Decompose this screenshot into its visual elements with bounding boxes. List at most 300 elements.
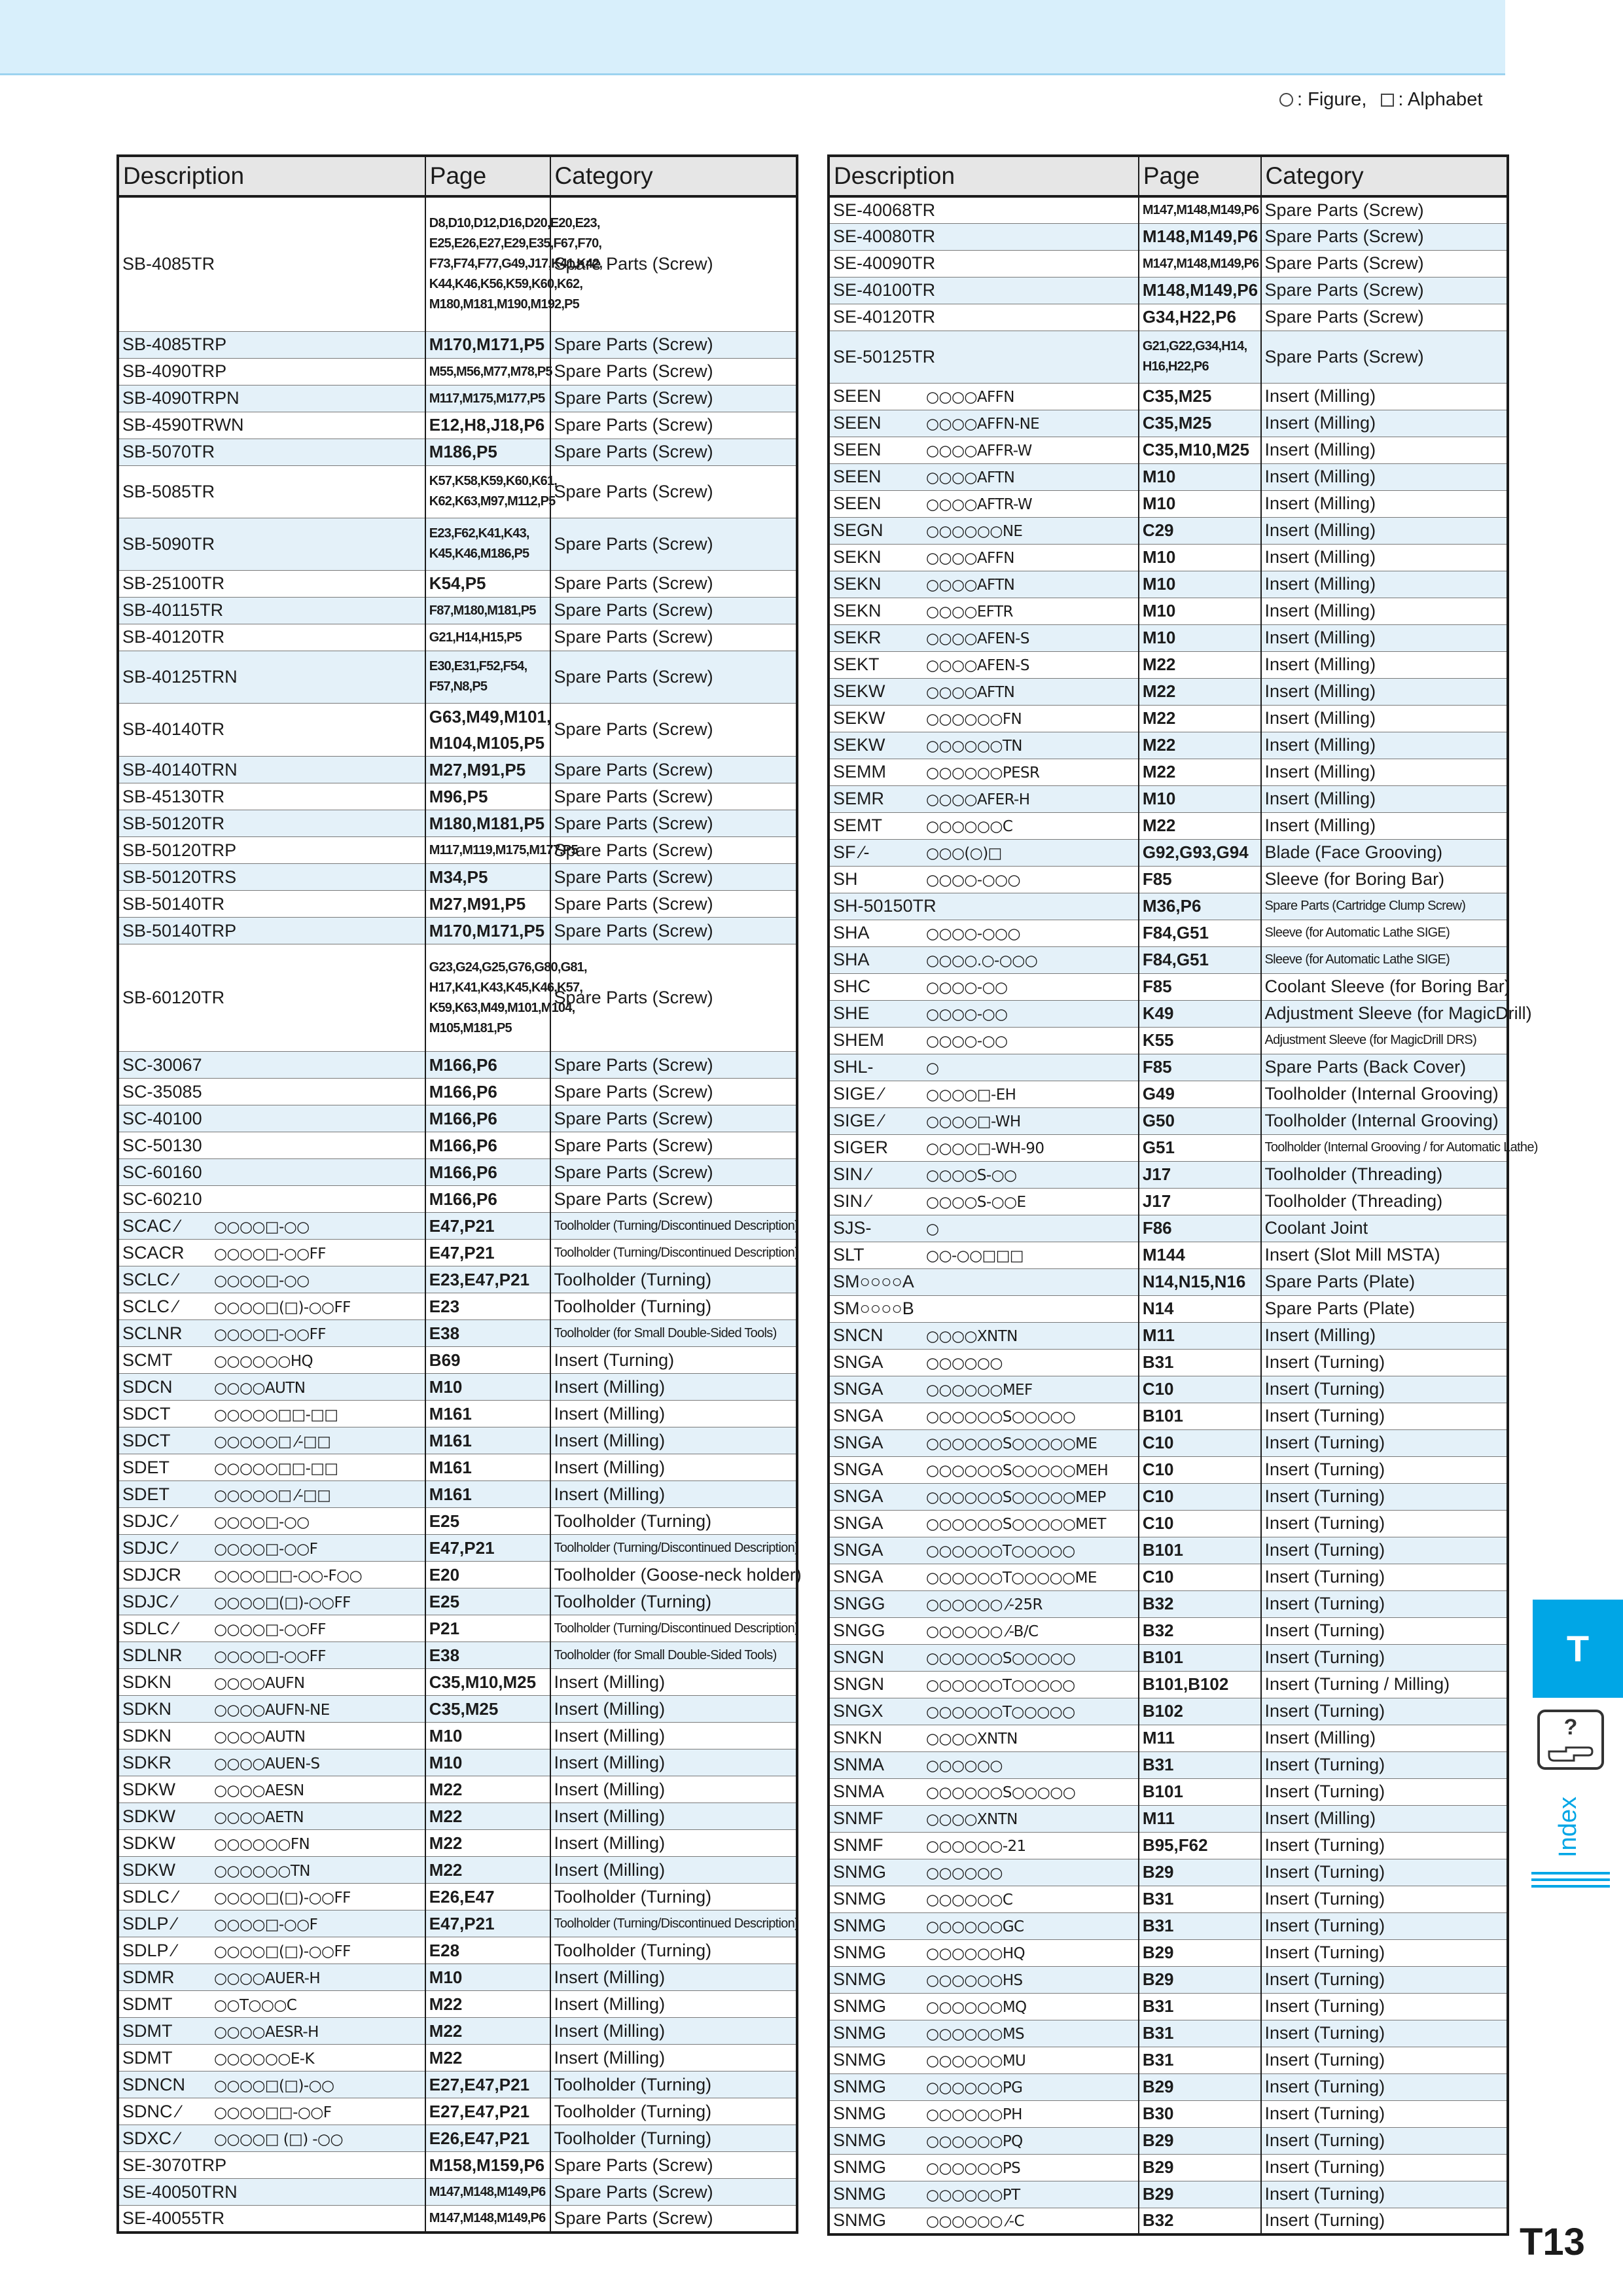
- description-prefix: SIN ⁄: [833, 1164, 871, 1184]
- description-code: ○○○○□(□)-○○FF: [214, 1943, 351, 1960]
- description-prefix: SEKN: [833, 601, 882, 620]
- description-cell: [118, 810, 425, 837]
- category-cell: Spare Parts (Screw): [1261, 331, 1508, 383]
- description-prefix: SDLP ⁄: [122, 1913, 177, 1933]
- description-code: ○○○○□-○○FF: [214, 1245, 326, 1263]
- description-prefix: SNMG: [833, 2184, 886, 2204]
- description-prefix: SNMG: [833, 1996, 886, 2016]
- description-code: ○○○○AFTR-W: [926, 496, 1033, 513]
- category-cell: Insert (Milling): [550, 1830, 797, 1857]
- description-prefix: SIGE ⁄: [833, 1084, 883, 1103]
- description-cell: [118, 1266, 425, 1293]
- description-code: ○○○○□-○○: [214, 1513, 310, 1531]
- category-cell: Insert (Turning): [1261, 2181, 1508, 2208]
- category-cell: Toolholder (Turning): [550, 1588, 797, 1615]
- table-row: [829, 1966, 1508, 1993]
- category-cell: Insert (Turning): [1261, 1510, 1508, 1537]
- category-cell: Insert (Turning): [1261, 1859, 1508, 1886]
- table-row: [829, 1725, 1508, 1751]
- table-row: [118, 2152, 797, 2179]
- description-prefix: SEEN: [833, 440, 882, 459]
- description-prefix: SC-60160: [122, 1162, 202, 1182]
- index-label: [1546, 1785, 1592, 1864]
- description-prefix: SNGA: [833, 1352, 883, 1372]
- page-cell: J17: [1139, 1188, 1261, 1215]
- page-cell: M161: [425, 1427, 550, 1454]
- description-prefix: SEKN: [833, 574, 882, 594]
- table-row: [118, 1052, 797, 1079]
- description-cell: [829, 812, 1139, 839]
- description-code: ○○○○AFFN-NE: [926, 416, 1040, 433]
- table-row: [118, 1213, 797, 1240]
- description-prefix: SNMG: [833, 1969, 886, 1989]
- description-prefix: SCACR: [122, 1242, 185, 1263]
- table-row: [829, 2181, 1508, 2208]
- page-cell: K49: [1139, 1000, 1261, 1027]
- description-prefix: SCLC ⁄: [122, 1296, 178, 1316]
- description-cell: [118, 358, 425, 385]
- description-cell: [829, 678, 1139, 705]
- page-cell: E47,P21: [425, 1213, 550, 1240]
- category-cell: Insert (Turning): [1261, 2208, 1508, 2234]
- description-prefix: SDXC ⁄: [122, 2128, 180, 2148]
- page-cell: B29: [1139, 2073, 1261, 2100]
- category-cell: Spare Parts (Screw): [550, 624, 797, 651]
- page-cell: B30: [1139, 2100, 1261, 2127]
- category-cell: Insert (Turning): [1261, 1751, 1508, 1778]
- page-cell: M148,M149,P6: [1139, 277, 1261, 304]
- description-cell: [829, 973, 1139, 1000]
- section-tab[interactable]: T: [1533, 1600, 1623, 1698]
- description-cell: [118, 864, 425, 891]
- description-code: ○○○○○○MS: [926, 2026, 1025, 2043]
- page-cell: B101: [1139, 1537, 1261, 1564]
- table-row: [829, 277, 1508, 304]
- description-cell: [829, 598, 1139, 624]
- page-cell: M10: [1139, 624, 1261, 651]
- description-code: ○○○○AFER-H: [926, 791, 1030, 808]
- description-cell: [118, 2045, 425, 2072]
- category-cell: Insert (Turning): [1261, 1456, 1508, 1483]
- description-cell: [118, 1132, 425, 1159]
- description-cell: [829, 410, 1139, 437]
- table-row: [829, 437, 1508, 463]
- description-code: ○○○○XNTN: [926, 1731, 1018, 1748]
- table-row: [829, 1188, 1508, 1215]
- page-cell: F87,M180,M181,P5: [425, 597, 550, 624]
- table-row: [829, 973, 1508, 1000]
- description-code: ○○○○○○: [926, 1865, 1003, 1882]
- page-cell: M147,M148,M149,P6: [425, 2206, 550, 2233]
- category-cell: Sleeve (for Automatic Lathe SIGE): [1261, 920, 1508, 946]
- table-row: [118, 837, 797, 864]
- description-prefix: SNGG: [833, 1594, 885, 1613]
- category-cell: Coolant Joint: [1261, 1215, 1508, 1242]
- description-prefix: SNMG: [833, 2077, 886, 2096]
- description-cell: [118, 1401, 425, 1427]
- table-body: [118, 196, 802, 2233]
- category-cell: Spare Parts (Screw): [550, 918, 797, 944]
- category-cell: Insert (Turning): [1261, 1966, 1508, 1993]
- description-cell: [118, 1052, 425, 1079]
- table-row: [829, 1805, 1508, 1832]
- page-cell: E25: [425, 1588, 550, 1615]
- category-cell: Insert (Milling): [550, 1964, 797, 1991]
- description-code: ○○○○□□-○○F: [214, 2104, 332, 2121]
- description-cell: [829, 1617, 1139, 1644]
- description-cell: [829, 1054, 1139, 1081]
- description-code: ○○○○□-WH-90: [926, 1140, 1044, 1157]
- table-row: [118, 2179, 797, 2206]
- table-body: [829, 196, 1538, 2234]
- category-cell: Spare Parts (Screw): [1261, 304, 1508, 331]
- description-code: ○○○○○○S○○○○○ME: [926, 1435, 1097, 1452]
- page-cell: G34,H22,P6: [1139, 304, 1261, 331]
- description-prefix: SE-3070TRP: [122, 2155, 227, 2175]
- description-prefix: SB-45130TR: [122, 786, 225, 806]
- page-cell: M10: [425, 1374, 550, 1401]
- description-cell: [118, 1374, 425, 1401]
- table-row: [829, 1939, 1508, 1966]
- description-cell: [829, 946, 1139, 973]
- description-prefix: SNGA: [833, 1406, 883, 1426]
- description-cell: [829, 732, 1139, 759]
- table-row: [829, 651, 1508, 678]
- description-cell: [829, 866, 1139, 893]
- category-cell: Insert (Turning): [1261, 2020, 1508, 2047]
- table-row: [829, 1671, 1508, 1698]
- index-decoration: [1531, 1872, 1610, 1892]
- description-code: ○○○○○○-21: [926, 1838, 1026, 1855]
- category-cell: Spare Parts (Screw): [550, 651, 797, 703]
- description-code: ○○○○○□□-□□: [214, 1406, 338, 1424]
- description-prefix: SH-50150TR: [833, 896, 936, 916]
- description-prefix: SNGG: [833, 1621, 885, 1640]
- description-code: ○○○○○○ ⁄-B/C: [926, 1623, 1039, 1640]
- description-prefix: SNMG: [833, 1916, 886, 1935]
- description-cell: [118, 944, 425, 1052]
- table-row: [829, 624, 1508, 651]
- description-code: ○○○○□-○○FF: [214, 1325, 326, 1343]
- description-cell: [118, 1347, 425, 1374]
- description-code: ○○○○○○T○○○○○ME: [926, 1570, 1097, 1587]
- description-prefix: SHEM: [833, 1030, 885, 1050]
- description-cell: [118, 918, 425, 944]
- description-cell: [118, 624, 425, 651]
- page-cell: E27,E47,P21: [425, 2072, 550, 2098]
- page-cell: M22: [1139, 651, 1261, 678]
- category-cell: Insert (Turning): [1261, 1644, 1508, 1671]
- description-code: ○○○○○○MQ: [926, 1999, 1027, 2016]
- category-cell: Insert (Milling): [1261, 571, 1508, 598]
- description-cell: [118, 1079, 425, 1105]
- description-code: ○○○○AUTN: [214, 1379, 306, 1397]
- category-cell: Spare Parts (Screw): [550, 358, 797, 385]
- description-cell: [829, 1295, 1139, 1322]
- table-row: [118, 2018, 797, 2045]
- page-cell: B31: [1139, 2020, 1261, 2047]
- description-prefix: SDJC ⁄: [122, 1537, 177, 1558]
- description-cell: [118, 1857, 425, 1884]
- table-row: [829, 1081, 1508, 1107]
- page-cell: E23: [425, 1293, 550, 1320]
- description-cell: [829, 571, 1139, 598]
- page-cell: M27,M91,P5: [425, 757, 550, 783]
- description-code: ○○○○AESN: [214, 1782, 304, 1799]
- category-cell: Insert (Turning): [1261, 2073, 1508, 2100]
- description-prefix: SDJCR: [122, 1564, 182, 1585]
- description-prefix: SDKW: [122, 1806, 175, 1826]
- page-cell: B102: [1139, 1698, 1261, 1725]
- description-cell: [829, 196, 1139, 223]
- description-prefix: SB-50140TR: [122, 893, 225, 914]
- description-cell: [118, 1910, 425, 1937]
- table-row: [829, 250, 1508, 277]
- page-cell: M34,P5: [425, 864, 550, 891]
- page-cell: M161: [425, 1401, 550, 1427]
- description-cell: [118, 439, 425, 465]
- page-cell: M166,P6: [425, 1052, 550, 1079]
- description-cell: [118, 1964, 425, 1991]
- table-row: [118, 944, 797, 1052]
- category-cell: Insert (Milling): [550, 2045, 797, 2072]
- page-cell: B32: [1139, 2208, 1261, 2234]
- category-cell: Toolholder (Turning): [550, 1937, 797, 1964]
- page-cell: B31: [1139, 1349, 1261, 1376]
- description-prefix: SB-50120TR: [122, 813, 225, 833]
- description-prefix: SB-4090TRP: [122, 361, 227, 381]
- page-cell: C10: [1139, 1429, 1261, 1456]
- header-category: Category: [550, 156, 797, 196]
- page-cell: M22: [1139, 678, 1261, 705]
- page-cell: M22: [425, 1857, 550, 1884]
- category-cell: Spare Parts (Screw): [550, 385, 797, 412]
- description-cell: [118, 891, 425, 918]
- page-cell: M161: [425, 1481, 550, 1508]
- table-row: [118, 1159, 797, 1186]
- description-prefix: SB-40120TR: [122, 627, 225, 647]
- table-row: [829, 1564, 1508, 1590]
- category-cell: Coolant Sleeve (for Boring Bar): [1261, 973, 1508, 1000]
- description-code: ○○○(○)□: [926, 845, 1002, 862]
- description-code: ○○○○○○TN: [214, 1862, 310, 1880]
- description-cell: [829, 785, 1139, 812]
- description-cell: [829, 1912, 1139, 1939]
- category-cell: Toolholder (Turning): [550, 2072, 797, 2098]
- description-prefix: SNMA: [833, 1782, 885, 1801]
- table-row: [829, 785, 1508, 812]
- description-cell: [118, 1642, 425, 1669]
- table-row: [829, 383, 1508, 410]
- page-cell: B29: [1139, 2154, 1261, 2181]
- description-prefix: SNCN: [833, 1325, 883, 1345]
- description-prefix: SC-30067: [122, 1054, 202, 1075]
- description-cell: [829, 1644, 1139, 1671]
- description-cell: [829, 463, 1139, 490]
- page-cell: M10: [1139, 598, 1261, 624]
- page-cell: K55: [1139, 1027, 1261, 1054]
- page-cell: F84,G51: [1139, 920, 1261, 946]
- table-row: [118, 1884, 797, 1910]
- description-prefix: SHA: [833, 950, 870, 969]
- page-cell: B31: [1139, 1993, 1261, 2020]
- description-cell: [829, 651, 1139, 678]
- description-prefix: SEEN: [833, 493, 882, 513]
- category-cell: Insert (Milling): [550, 1401, 797, 1427]
- help-hand-icon[interactable]: [1535, 1708, 1607, 1771]
- description-prefix: SNGX: [833, 1701, 883, 1721]
- table-row: [829, 2100, 1508, 2127]
- description-prefix: SDLC ⁄: [122, 1618, 178, 1638]
- description-prefix: SNGN: [833, 1674, 885, 1694]
- description-code: ○○○○□(□)-○○: [214, 2077, 334, 2094]
- category-cell: Spare Parts (Screw): [1261, 277, 1508, 304]
- category-cell: Insert (Milling): [1261, 490, 1508, 517]
- description-prefix: SDJC ⁄: [122, 1511, 177, 1531]
- description-prefix: SNMA: [833, 1755, 885, 1774]
- description-code: ○○○○□□-○○-F○○: [214, 1567, 363, 1585]
- description-cell: [829, 893, 1139, 920]
- description-prefix: SEKT: [833, 655, 880, 674]
- table-row: [829, 1161, 1508, 1188]
- category-cell: Spare Parts (Screw): [550, 2206, 797, 2233]
- description-code: ○○○○○○FN: [926, 711, 1022, 728]
- category-cell: Insert (Turning): [1261, 1537, 1508, 1564]
- page-cell: G63,M49,M101, M104,M105,P5: [425, 703, 550, 757]
- description-code: ○○○○○○PESR: [926, 764, 1040, 781]
- table-row: [829, 1376, 1508, 1403]
- category-cell: Spare Parts (Screw): [550, 331, 797, 358]
- description-prefix: SDLP ⁄: [122, 1940, 177, 1960]
- description-code: ○○○○○□ ⁄-□□: [214, 1433, 331, 1450]
- description-prefix: SM○○○○B: [833, 1299, 914, 1318]
- category-cell: Blade (Face Grooving): [1261, 839, 1508, 866]
- page-cell: K54,P5: [425, 570, 550, 597]
- table-header: [829, 156, 1508, 196]
- description-prefix: SE-40050TRN: [122, 2181, 238, 2202]
- page-cell: J17: [1139, 1161, 1261, 1188]
- table-row: [118, 570, 797, 597]
- description-prefix: SNMG: [833, 2104, 886, 2123]
- category-cell: Spare Parts (Plate): [1261, 1268, 1508, 1295]
- category-cell: Insert (Milling): [550, 1696, 797, 1723]
- category-cell: Spare Parts (Screw): [1261, 250, 1508, 277]
- index-table-right: [827, 154, 1538, 2236]
- description-prefix: SB-50120TRS: [122, 867, 237, 887]
- table-row: [829, 1107, 1508, 1134]
- description-prefix: SB-25100TR: [122, 573, 225, 593]
- description-code: ○○○○AUEN-S: [214, 1755, 320, 1772]
- description-prefix: SEEN: [833, 386, 882, 406]
- description-cell: [118, 2125, 425, 2152]
- table-row: [829, 1617, 1508, 1644]
- description-cell: [829, 1376, 1139, 1403]
- description-prefix: SEMT: [833, 816, 883, 835]
- category-cell: Toolholder (Turning/Discontinued Description): [550, 1213, 797, 1240]
- category-cell: Adjustment Sleeve (for MagicDrill DRS): [1261, 1027, 1508, 1054]
- description-cell: [829, 1215, 1139, 1242]
- table-row: [829, 2073, 1508, 2100]
- category-cell: Insert (Turning): [1261, 2047, 1508, 2073]
- page-cell: M161: [425, 1454, 550, 1481]
- description-cell: [118, 1481, 425, 1508]
- description-cell: [829, 1537, 1139, 1564]
- page-cell: M10: [425, 1964, 550, 1991]
- table-row: [118, 1535, 797, 1562]
- description-code: ○○○○○○NE: [926, 523, 1023, 540]
- table-row: [118, 1991, 797, 2018]
- table-header: [118, 156, 797, 196]
- description-code: ○○○○□ (□) -○○: [214, 2130, 343, 2148]
- page-cell: M22: [1139, 705, 1261, 732]
- description-code: ○○T○○○C: [214, 1996, 297, 2014]
- table-row: [829, 463, 1508, 490]
- table-row: [118, 2045, 797, 2072]
- description-prefix: SHE: [833, 1003, 870, 1023]
- description-prefix: SCAC ⁄: [122, 1215, 180, 1236]
- category-cell: Insert (Milling): [1261, 785, 1508, 812]
- category-cell: Spare Parts (Screw): [550, 1105, 797, 1132]
- description-prefix: SNMG: [833, 2050, 886, 2070]
- description-prefix: SNMG: [833, 2130, 886, 2150]
- category-cell: Insert (Milling): [1261, 517, 1508, 544]
- category-cell: Insert (Turning): [1261, 1483, 1508, 1510]
- description-prefix: SHA: [833, 923, 870, 942]
- description-cell: [118, 1240, 425, 1266]
- page-cell: M22: [425, 2018, 550, 2045]
- description-cell: [829, 1027, 1139, 1054]
- description-code: ○○○○.○-○○○: [926, 952, 1038, 969]
- page-cell: F84,G51: [1139, 946, 1261, 973]
- description-cell: [829, 2208, 1139, 2234]
- category-cell: Insert (Milling): [550, 1669, 797, 1696]
- category-cell: Spare Parts (Screw): [1261, 196, 1508, 223]
- description-cell: [118, 1830, 425, 1857]
- table-row: [829, 1912, 1508, 1939]
- description-code: ○○○○AFFR-W: [926, 442, 1032, 459]
- table-row: [829, 1483, 1508, 1510]
- page-cell: E47,P21: [425, 1240, 550, 1266]
- square-icon: [1381, 94, 1394, 107]
- description-prefix: SCMT: [122, 1350, 173, 1370]
- page-cell: G21,H14,H15,P5: [425, 624, 550, 651]
- description-cell: [829, 437, 1139, 463]
- description-code: ○○○○□-○○F: [214, 1540, 318, 1558]
- table-row: [118, 358, 797, 385]
- page-cell: M117,M119,M175,M177,P5: [425, 837, 550, 864]
- category-cell: Adjustment Sleeve (for MagicDrill): [1261, 1000, 1508, 1027]
- description-code: ○○○○○○: [926, 1757, 1003, 1774]
- page-cell: M186,P5: [425, 439, 550, 465]
- description-code: ○○○○AUER-H: [214, 1969, 321, 1987]
- category-cell: Insert (Slot Mill MSTA): [1261, 1242, 1508, 1268]
- description-prefix: SB-40115TR: [122, 600, 224, 620]
- description-prefix: SDCT: [122, 1430, 171, 1450]
- description-cell: [829, 1081, 1139, 1107]
- description-code: ○○○○○○ ⁄-25R: [926, 1596, 1043, 1613]
- table-row: [118, 783, 797, 810]
- table-row: [829, 1993, 1508, 2020]
- description-prefix: SNGA: [833, 1540, 883, 1560]
- page-cell: M147,M148,M149,P6: [1139, 196, 1261, 223]
- table-row: [118, 1454, 797, 1481]
- description-cell: [118, 1696, 425, 1723]
- page-cell: M10: [1139, 785, 1261, 812]
- page-cell: M147,M148,M149,P6: [1139, 250, 1261, 277]
- description-cell: [118, 331, 425, 358]
- page-cell: M148,M149,P6: [1139, 223, 1261, 250]
- description-code: ○○○○○○S○○○○○MEH: [926, 1462, 1109, 1479]
